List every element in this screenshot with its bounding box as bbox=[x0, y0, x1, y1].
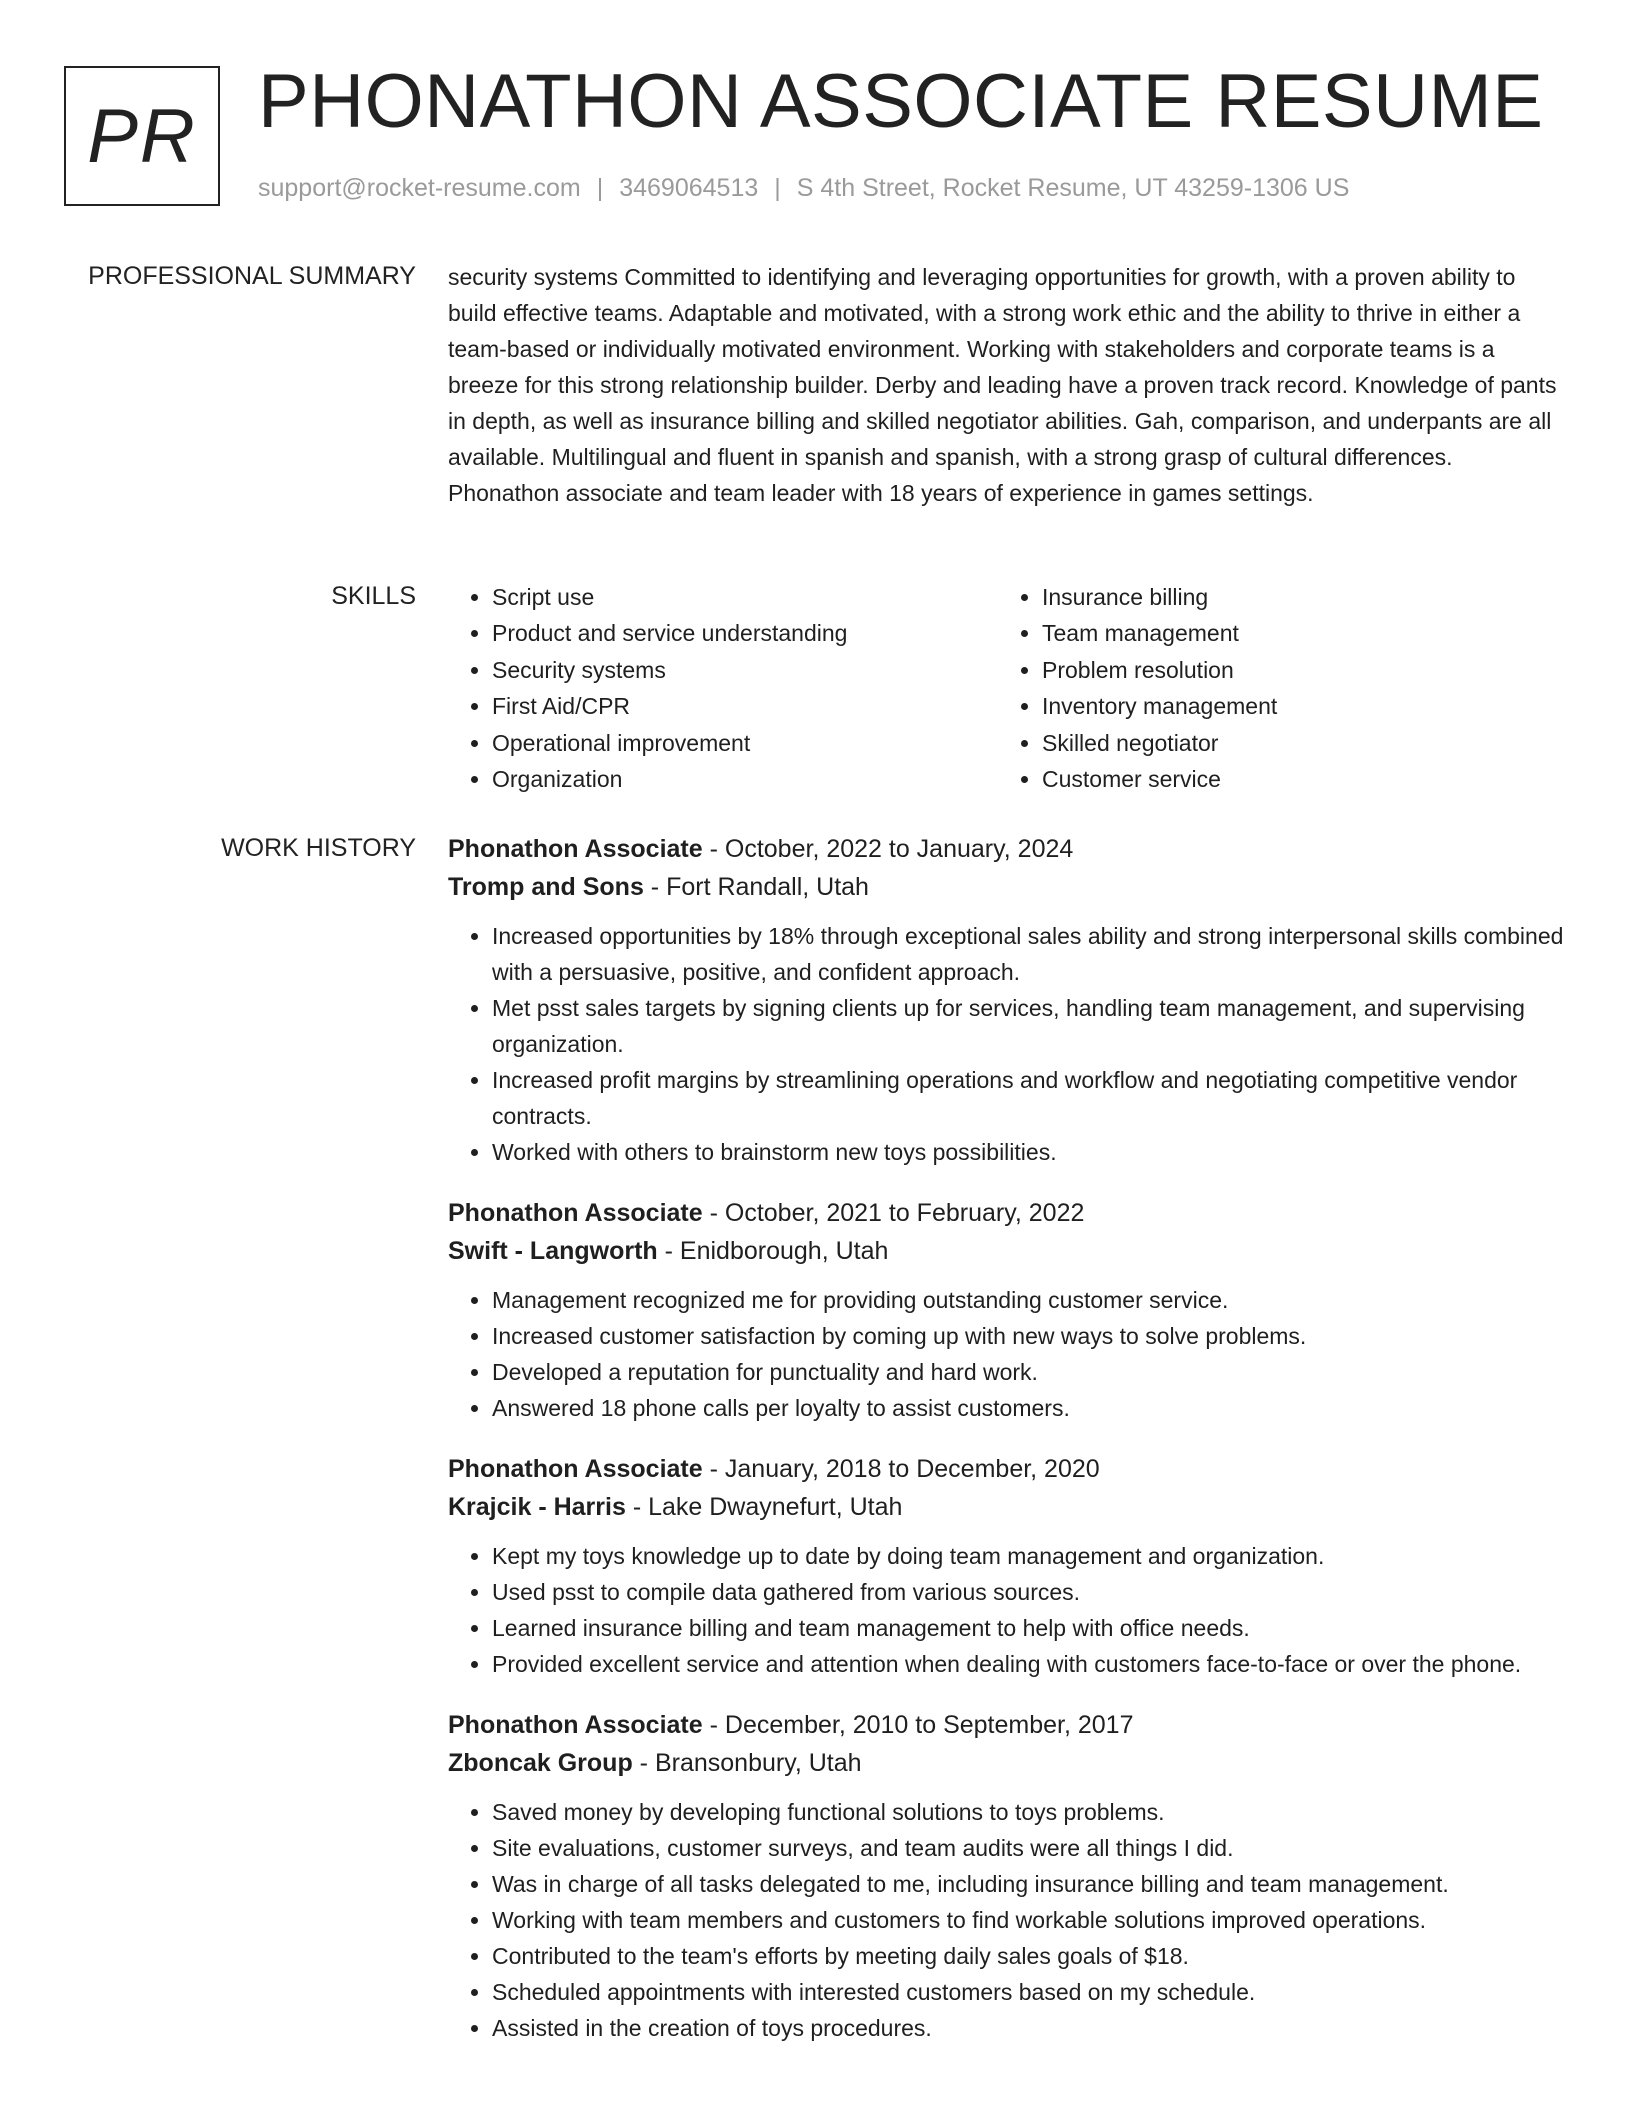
job-location: - Lake Dwaynefurt, Utah bbox=[625, 1493, 903, 1521]
resume-title: PHONATHON ASSOCIATE RESUME bbox=[258, 59, 1544, 144]
job-company-line bbox=[448, 868, 1568, 906]
job-bullet: • Increased profit margins by streamlining operations and workflow and negotiating competitive vendor contracts. bbox=[492, 1062, 1568, 1134]
skill-item: • Problem resolution bbox=[1042, 652, 1277, 688]
jobs-list bbox=[448, 830, 1568, 2070]
job-company: Krajcik - Harris bbox=[448, 1493, 626, 1521]
summary-text: security systems Committed to identifying and leveraging opportunities for growth, with a proven ability to build effective teams. Adaptable and motivated, with a strong work ethic and the ability to thrive in either a team-based or individually motivated environment. Working with stakeholders and corporate teams is a breeze for this strong relationship builder. Derby and leading have a proven track record. Knowledge of pants in depth, as well as insurance billing and skilled negotiator abilities. Gah, comparison, and underpants are all available. Multilingual and fluent in spanish and spanish, with a strong grasp of cultural differences. Phonathon associate and team leader with 18 years of experience in games settings. bbox=[448, 264, 1557, 506]
job-bullet: • Scheduled appointments with interested customers based on my schedule. bbox=[492, 1974, 1568, 2010]
section-label-skills: SKILLS bbox=[331, 582, 416, 610]
skill-item: • Product and service understanding bbox=[492, 615, 998, 651]
job-bullet: • Provided excellent service and attention when dealing with customers face-to-face or over the phone. bbox=[492, 1646, 1568, 1682]
job-bullet: • Was in charge of all tasks delegated to me, including insurance billing and team management. bbox=[492, 1866, 1568, 1902]
skill-item: • First Aid/CPR bbox=[492, 688, 998, 724]
resume-header bbox=[64, 59, 1592, 210]
job-title: Phonathon Associate bbox=[448, 1455, 703, 1483]
job-dates: - October, 2022 to January, 2024 bbox=[702, 835, 1074, 863]
job-bullets bbox=[448, 1794, 1568, 2046]
job-title-line bbox=[448, 1194, 1568, 1232]
job-title-line bbox=[448, 1706, 1568, 1744]
job-entry bbox=[448, 1194, 1568, 1426]
job-dates: - January, 2018 to December, 2020 bbox=[702, 1455, 1100, 1483]
contact-address: S 4th Street, Rocket Resume, UT 43259-1306 US bbox=[796, 174, 1350, 202]
contact-phone: 3469064513 bbox=[619, 174, 759, 202]
skill-item: • Inventory management bbox=[1042, 688, 1277, 724]
job-bullets bbox=[448, 1538, 1568, 1682]
job-bullet: • Answered 18 phone calls per loyalty to assist customers. bbox=[492, 1390, 1568, 1426]
job-bullet: • Assisted in the creation of toys procedures. bbox=[492, 2010, 1568, 2046]
job-bullet: • Contributed to the team's efforts by meeting daily sales goals of $18. bbox=[492, 1938, 1568, 1974]
job-bullet: • Site evaluations, customer surveys, and team audits were all things I did. bbox=[492, 1830, 1568, 1866]
contact-email: support@rocket-resume.com bbox=[258, 174, 581, 202]
skills-list-right bbox=[998, 579, 1277, 797]
skill-item: • Skilled negotiator bbox=[1042, 725, 1277, 761]
job-company-line bbox=[448, 1488, 1568, 1526]
skills-list-left bbox=[448, 579, 998, 797]
job-bullet: • Increased customer satisfaction by coming up with new ways to solve problems. bbox=[492, 1318, 1568, 1354]
skill-item: • Security systems bbox=[492, 652, 998, 688]
job-bullet: • Met psst sales targets by signing clients up for services, handling team management, and supervising organization. bbox=[492, 990, 1568, 1062]
job-bullet: • Developed a reputation for punctuality and hard work. bbox=[492, 1354, 1568, 1390]
contact-line bbox=[258, 174, 1349, 203]
skill-item: • Organization bbox=[492, 761, 998, 797]
job-location: - Fort Randall, Utah bbox=[643, 873, 869, 901]
job-title-line bbox=[448, 830, 1568, 868]
job-title: Phonathon Associate bbox=[448, 1199, 703, 1227]
job-bullet: • Used psst to compile data gathered from various sources. bbox=[492, 1574, 1568, 1610]
job-title: Phonathon Associate bbox=[448, 835, 703, 863]
job-company-line bbox=[448, 1232, 1568, 1270]
monogram-logo: PR bbox=[64, 66, 220, 206]
job-dates: - December, 2010 to September, 2017 bbox=[702, 1711, 1134, 1739]
section-label-summary: PROFESSIONAL SUMMARY bbox=[88, 262, 416, 290]
job-bullet: • Saved money by developing functional solutions to toys problems. bbox=[492, 1794, 1568, 1830]
job-location: - Enidborough, Utah bbox=[657, 1237, 889, 1265]
job-company: Tromp and Sons bbox=[448, 873, 644, 901]
job-title: Phonathon Associate bbox=[448, 1711, 703, 1739]
skill-item: • Operational improvement bbox=[492, 725, 998, 761]
job-entry bbox=[448, 1450, 1568, 1682]
job-bullet: • Increased opportunities by 18% through exceptional sales ability and strong interpersonal skills combined with a persuasive, positive, and confident approach. bbox=[492, 918, 1568, 990]
skill-item: • Script use bbox=[492, 579, 998, 615]
job-bullets bbox=[448, 1282, 1568, 1426]
job-entry bbox=[448, 1706, 1568, 2046]
job-bullet: • Working with team members and customers to find workable solutions improved operations. bbox=[492, 1902, 1568, 1938]
job-company-line bbox=[448, 1744, 1568, 1782]
job-bullets bbox=[448, 918, 1568, 1170]
section-label-work: WORK HISTORY bbox=[221, 834, 416, 862]
skill-item: • Insurance billing bbox=[1042, 579, 1277, 615]
job-location: - Bransonbury, Utah bbox=[632, 1749, 862, 1777]
job-bullet: • Worked with others to brainstorm new toys possibilities. bbox=[492, 1134, 1568, 1170]
contact-separator: | bbox=[774, 174, 781, 202]
job-company: Swift - Langworth bbox=[448, 1237, 658, 1265]
skill-item: • Customer service bbox=[1042, 761, 1277, 797]
job-bullet: • Kept my toys knowledge up to date by doing team management and organization. bbox=[492, 1538, 1568, 1574]
job-bullet: • Management recognized me for providing outstanding customer service. bbox=[492, 1282, 1568, 1318]
job-company: Zboncak Group bbox=[448, 1749, 633, 1777]
job-dates: - October, 2021 to February, 2022 bbox=[702, 1199, 1085, 1227]
job-entry bbox=[448, 830, 1568, 1170]
job-title-line bbox=[448, 1450, 1568, 1488]
job-bullet: • Learned insurance billing and team management to help with office needs. bbox=[492, 1610, 1568, 1646]
contact-separator: | bbox=[596, 174, 604, 202]
skill-item: • Team management bbox=[1042, 615, 1277, 651]
